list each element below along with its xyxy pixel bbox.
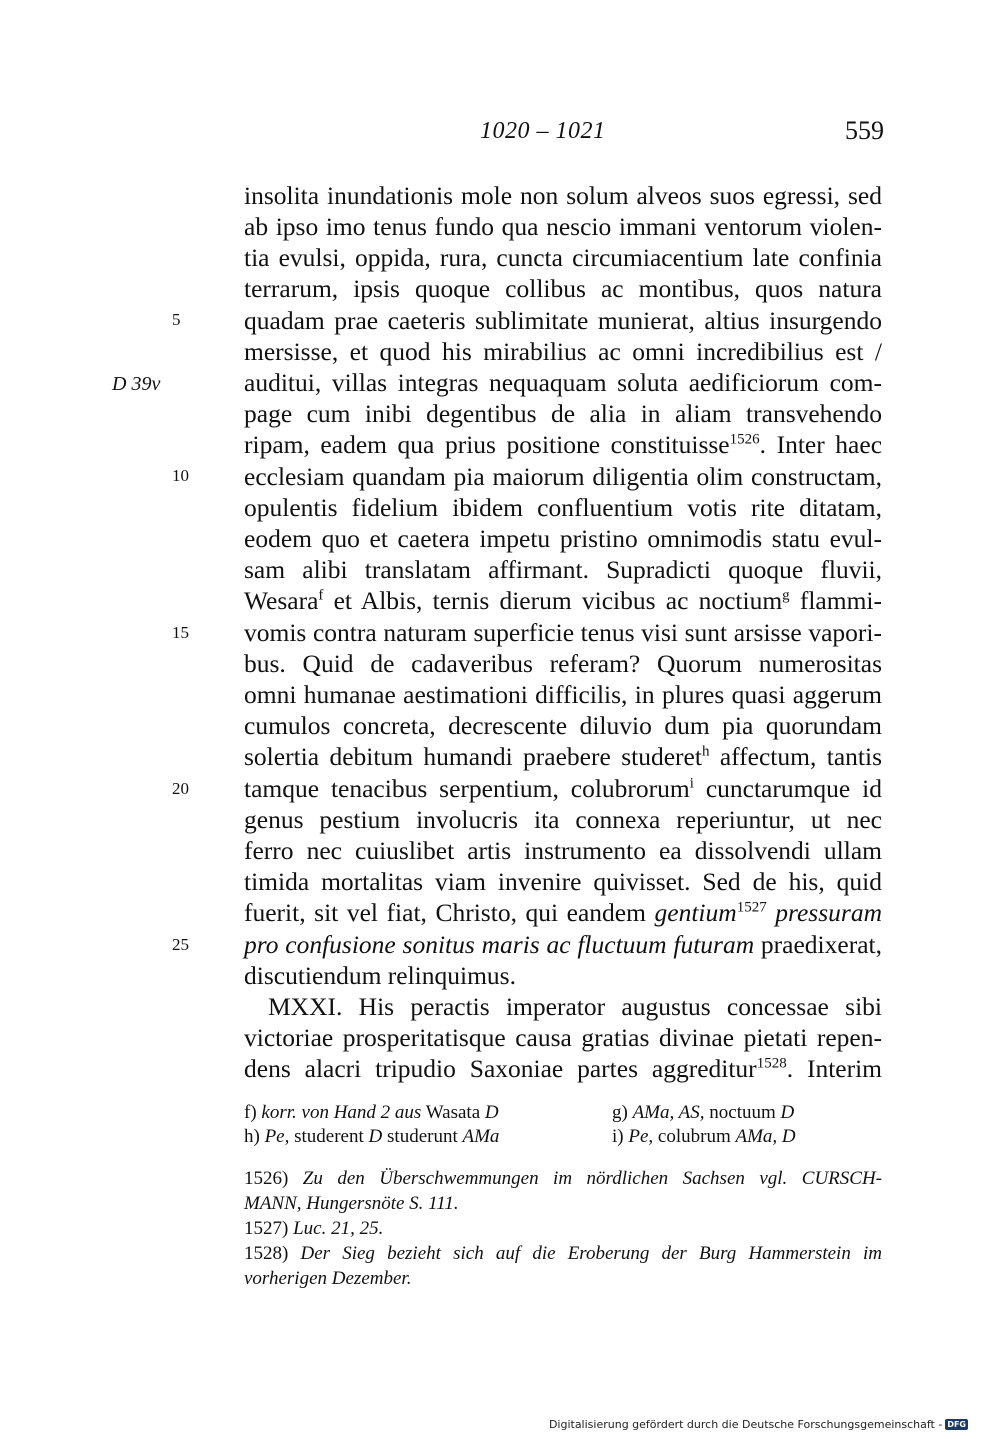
line-number-25: 25 [172,935,189,954]
running-head-years: 1020 – 1021 [480,118,606,144]
dfg-logo-icon: DFG [947,1420,966,1429]
footnote-1528-cont: vorherigen Dezember. [244,1268,412,1289]
text-line: eodem quo et caetera impetu pristino omnimodis statu evul- [244,524,882,553]
footnote-1526-cont: MANN, Hungersnöte S. 111. [244,1193,459,1214]
line-number-5: 5 [172,310,181,329]
text-line: timida mortalitas viam invenire quivisset. Sed de his, quid [244,867,882,896]
text-line: opulentis fidelium ibidem confluentium votis rite ditatam, [244,493,882,522]
text-line: Wesara$^f$ et Albis, ternis dierum vicibus ac noctium$^g$ flammi- [244,586,882,615]
apparatus-note-g: g) AMa, AS, noctuum D [612,1102,795,1123]
apparatus-ref-f[interactable]: f [318,587,324,604]
text-line: victoriae prosperitatisque causa gratias divinae pietati repen- [244,1023,882,1052]
digitization-credit [549,1418,968,1431]
text-line: auditui, villas integras nequaquam soluta aedificiorum com- [244,368,882,397]
line-number-15: 15 [172,623,189,642]
line-number-20: 20 [172,779,189,798]
footnote-1526: 1526) Zu den Überschwemmungen im nördlichen Sachsen vgl. CURSCH- [244,1168,882,1189]
manuscript-folio-note: D 39v [112,373,161,395]
text-line: mersisse, et quod his mirabilius ac omni incredibilius est / [244,337,882,366]
text-line: tia evulsi, oppida, rura, cuncta circumiacentium late confinia [244,243,882,272]
page-number: 559 [845,116,884,145]
text-line: page cum inibi degentibus de alia in aliam transvehendo [244,399,882,428]
text-line: solertia debitum humandi praebere studeret$^h$ affectum, tantis [244,742,882,771]
footnote-ref-1528[interactable]: 1528 [756,1055,787,1072]
text-line: ab ipso imo tenus fundo qua nescio immani ventorum violen- [244,212,882,241]
apparatus-ref-h[interactable]: h [701,743,710,760]
footnote-ref-1526[interactable]: 1526 [729,431,760,448]
footnote-1527: 1527) Luc. 21, 25. [244,1218,384,1239]
text-line: vomis contra naturam superficie tenus visi sunt arsisse vapori- [244,618,882,647]
text-line: omni humanae aestimationi difficilis, in plures quasi aggerum [244,680,882,709]
apparatus-note-i: i) Pe, colubrum AMa, D [612,1126,796,1147]
footnote-ref-1527[interactable]: 1527 [736,899,767,916]
text-line: terrarum, ipsis quoque collibus ac montibus, quos natura [244,274,882,303]
apparatus-note-f: f) korr. von Hand 2 aus Wasata D [244,1102,499,1123]
apparatus-note-h: h) Pe, studerent D studerunt AMa [244,1126,500,1147]
text-line-year-heading: MXXI. His peractis imperator augustus concessae sibi [268,992,882,1021]
text-line: tamque tenacibus serpentium, colubrorum$^i$ cunctarumque id [244,774,882,803]
line-number-10: 10 [172,466,189,485]
apparatus-ref-g[interactable]: g [782,587,790,604]
text-line: dens alacri tripudio Saxoniae partes aggreditur$^{1528}$. Interim [244,1054,883,1083]
text-line: sam alibi translatam affirmant. Supradicti quoque fluvii, [244,555,882,584]
apparatus-ref-i[interactable]: i [689,775,694,792]
text-line: ecclesiam quandam pia maiorum diligentia olim constructam, [244,462,882,491]
footnote-1528: 1528) Der Sieg bezieht sich auf die Eroberung der Burg Hammerstein im [244,1243,882,1264]
text-line: pro confusione sonitus maris ac fluctuum futuram praedixerat, [244,930,882,959]
text-line: cumulos concreta, decrescente diluvio dum pia quorundam [244,711,882,740]
text-line: discutiendum relinquimus. [244,961,516,990]
credit-text: Digitalisierung gefördert durch die Deutsche Forschungsgemeinschaft - [548,1418,943,1431]
text-line: quadam prae caeteris sublimitate munierat, altius insurgendo [244,306,882,335]
text-line: bus. Quid de cadaveribus referam? Quorum numerositas [244,649,882,678]
text-line: ferro nec cuiuslibet artis instrumento ea dissolvendi ullam [244,836,882,865]
text-line: genus pestium involucris ita connexa reperiuntur, ut nec [244,805,882,834]
text-line: insolita inundationis mole non solum alveos suos egressi, sed [244,181,882,210]
text-line: fuerit, sit vel fiat, Christo, qui eandem gentium$^{1527}$ pressuram [244,898,882,927]
text-line: ripam, eadem qua prius positione constituisse$^{1526}$. Inter haec [244,430,883,459]
